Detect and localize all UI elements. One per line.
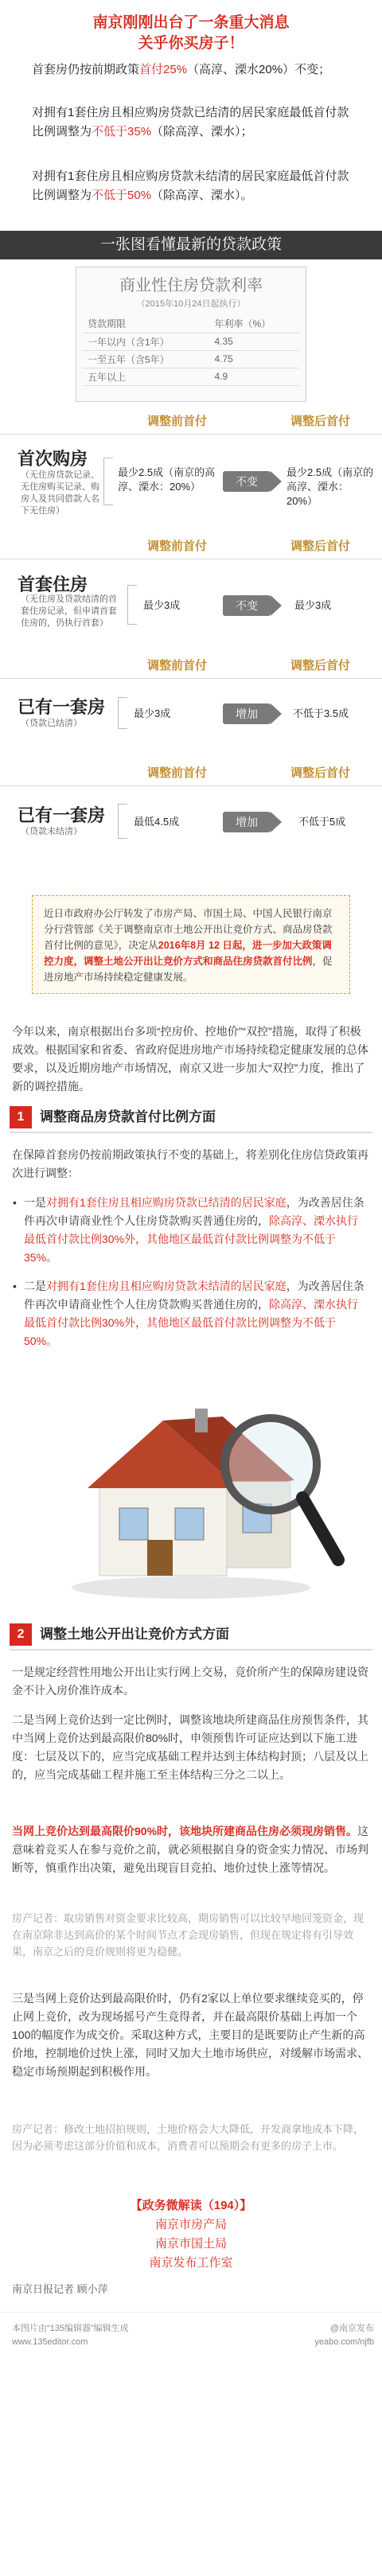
divider: [0, 434, 382, 435]
col-before-header: 调整前首付: [147, 766, 208, 780]
section1-intro: 在保障首套房仍按前期政策执行不变的基础上，将差别化住房信贷政策再次进行调整：: [12, 1148, 368, 1179]
title-line-1: 南京刚刚出台了一条重大消息: [92, 14, 290, 31]
rate-title: 商业性住房贷款利率: [119, 277, 263, 294]
policy-label-one-home-unsettled: 已有一套房: [18, 805, 106, 826]
reporter-note-2: 房产记者：修改土地招拍规则，土地价格会大大降低，开发商拿地成本下降，因为必须考虑这部分价值和成本，消费者可以预期会有更多的房子上市。: [12, 2123, 364, 2152]
rate-date: （2015年10月24日起执行）: [136, 299, 246, 309]
reporter-credit: 南京日报记者 顾小萍: [12, 2283, 108, 2295]
policy-before-value: 最少3成: [143, 599, 181, 611]
rate-table: [83, 315, 299, 386]
credits-source: 南京发布工作室: [149, 2256, 233, 2270]
credits: [0, 2196, 382, 2273]
arrow-unchanged: 不变: [223, 595, 271, 616]
table-row: 贷款期限 年利率（%）: [83, 315, 299, 333]
credits-source: 南京市房产局: [154, 2218, 227, 2231]
editor-credit: 本图片由“135编辑器”编辑生成 www.135editor.com: [12, 2324, 129, 2347]
infographic-banner: 一张图看懂最新的贷款政策: [0, 231, 382, 259]
policy-sub: （无住房贷款记录、无住房购买记录、购房人及共同借款人名下无住房）: [21, 470, 99, 516]
policy-before-value: 最少3成: [134, 707, 171, 719]
notice-box: 近日市政府办公厅转发了市房产局、市国土局、中国人民银行南京分行营管部《关于调整南京市土地公开出让竞价方式、商品房贷款首付比例的意见》，决定从2016年8月 12 日起，进一步加大政策调控力度，调整土地公开出让竞价方式和商品住房贷款首付比例，促进房地产市场持续稳定健康发展。: [32, 895, 350, 994]
intro-first-home: 首套房仍按前期政策首付25%（高淳、溧水20%）不变；: [32, 63, 331, 76]
policy-after-value: 最少2.5成（南京的高淳、溧水：20%）: [286, 466, 374, 507]
policy-label-first-home: 首套住房: [18, 575, 88, 595]
section-underline: [10, 1649, 372, 1650]
arrow-unchanged: 不变: [223, 471, 271, 492]
policy-sub: （贷款已结清）: [21, 719, 82, 728]
section2-p2: 二是当网上竞价达到一定比例时，调整该地块所建商品住房预售条件，其中当网上竞价达到最高限价80%时，申领预售许可证应达到以下施工进度：七层及以下的，应当完成基础工程并达到主体结构封顶；八层及以上的，应当完成基础工程并施工至主体结构三分之二以上。: [12, 1713, 368, 1781]
bracket: [118, 697, 127, 729]
col-after-header: 调整后首付: [290, 766, 351, 780]
policy-sub: （无住房及贷款结清的首套住房记录，但申请首套住房的，仍执行首套）: [21, 594, 117, 628]
divider: [0, 678, 382, 679]
arrow-increase: 增加: [223, 812, 271, 832]
intro-settled-loan: 对拥有1套住房且相应购房贷款已结清的居民家庭最低首付款比例调整为不低于35%（除高淳、溧水）；: [32, 106, 349, 138]
col-before-header: 调整前首付: [147, 540, 208, 553]
policy-label-one-home-settled: 已有一套房: [18, 697, 106, 718]
policy-before-value: 最少2.5成（南京的高淳、溧水：20%）: [118, 466, 216, 493]
bracket: [127, 585, 137, 625]
weibo-watermark: @南京发布 yeabo.com/njfb: [314, 2324, 374, 2347]
col-after-header: 调整后首付: [290, 415, 351, 428]
body-intro: 今年以来，南京根据出台多项“控房价、控地价”“双控”措施，取得了积极成效。根据国家和省委、省政府促进房地产市场持续稳定健康发展的总体要求，以及近期房地产市场情况，南京又进一步加大“双控”力度，推出了新的调控措施。: [12, 1025, 368, 1093]
section2-p4: 三是当网上竞价达到最高限价时，仍有2家以上单位要求继续竞买的，停止网上竞价，改为现场摇号产生竞得者，并在最高限价基础上再加一个100的幅度作为成交价。采取这种方式，主要目的是既要防止产生新的高价地，控制地价过快上涨，同时又加大土地市场供应，对缓解市场需求、稳定市场预期起到积极作用。: [12, 1992, 368, 2078]
intro-unsettled-loan: 对拥有1套住房且相应购房贷款未结清的居民家庭最低首付款比例调整为不低于50%（除高淳、溧水）。: [32, 170, 349, 202]
list-item: • 一是对拥有1套住房且相应购房贷款已结清的居民家庭，为改善居住条件再次申请商业性个人住房贷款购买普通住房的，除高淳、溧水执行最低首付款比例30%外，其他地区最低首付款比例调整为不低于35%。: [24, 1194, 366, 1267]
divider: [0, 2312, 382, 2313]
policy-sub: （贷款未结清）: [21, 827, 82, 836]
section-underline: [10, 1132, 372, 1133]
section-title: 调整商品房贷款首付比例方面: [40, 1109, 216, 1124]
credits-tag: 【政务微解读（194）】: [130, 2199, 252, 2212]
table-row: 一年以内（含1年） 4.35: [83, 333, 299, 350]
col-before-header: 调整前首付: [147, 415, 208, 428]
bracket: [118, 804, 127, 839]
house-magnifier-illustration: [32, 1377, 350, 1608]
table-row: 五年以上 4.9: [83, 368, 299, 385]
rate-box: [76, 267, 306, 402]
section-number: 1: [10, 1106, 32, 1128]
title-line-2: 关乎你买房子！: [138, 35, 244, 52]
col-after-header: 调整后首付: [290, 540, 351, 553]
section2-p3: 当网上竞价达到最高限价90%时，该地块所建商品住房必须现房销售。这意味着竞买人在参与竞价之前，就必须根据自身的资金实力情况、市场判断等，慎重作出决策，避免出现盲目竞拍、地价过快上涨等情况。: [12, 1825, 369, 1874]
arrow-increase: 增加: [223, 703, 271, 724]
policy-label-first-purchase: 首次购房: [18, 449, 88, 470]
section-title: 调整土地公开出让竞价方式方面: [40, 1627, 229, 1642]
table-row: 一至五年（含5年） 4.75: [83, 350, 299, 368]
page-title: [0, 13, 382, 54]
reporter-note-1: 房产记者：取房销售对资金要求比较高，期房销售可以比较早地回笼资金，现在南京除非达到高价的某个时间节点才会现房销售，但现在规定将有引导效果，南京之后的竞价规则将更为稳健。: [12, 1912, 364, 1958]
bracket: [103, 458, 113, 505]
section2-p1: 一是规定经营性用地公开出让实行网上交易，竞价所产生的保障房建设资金不计入房价准许成本。: [12, 1666, 368, 1697]
divider: [0, 785, 382, 786]
list-item: • 二是对拥有1套住房且相应购房贷款未结清的居民家庭，为改善居住条件再次申请商业性个人住房贷款购买普通住房的，除高淳、溧水执行最低首付款比例30%外，其他地区最低首付款比例调整为不低于50%。: [24, 1277, 366, 1350]
policy-after-value: 最少3成: [294, 599, 332, 611]
house-icon: [32, 1377, 350, 1608]
policy-before-value: 最低4.5成: [134, 816, 180, 828]
col-before-header: 调整前首付: [147, 659, 208, 672]
policy-after-value: 不低于3.5成: [293, 707, 349, 719]
col-after-header: 调整后首付: [290, 659, 351, 672]
section-number: 2: [10, 1623, 32, 1646]
policy-after-value: 不低于5成: [298, 816, 346, 828]
credits-source: 南京市国土局: [154, 2237, 227, 2251]
